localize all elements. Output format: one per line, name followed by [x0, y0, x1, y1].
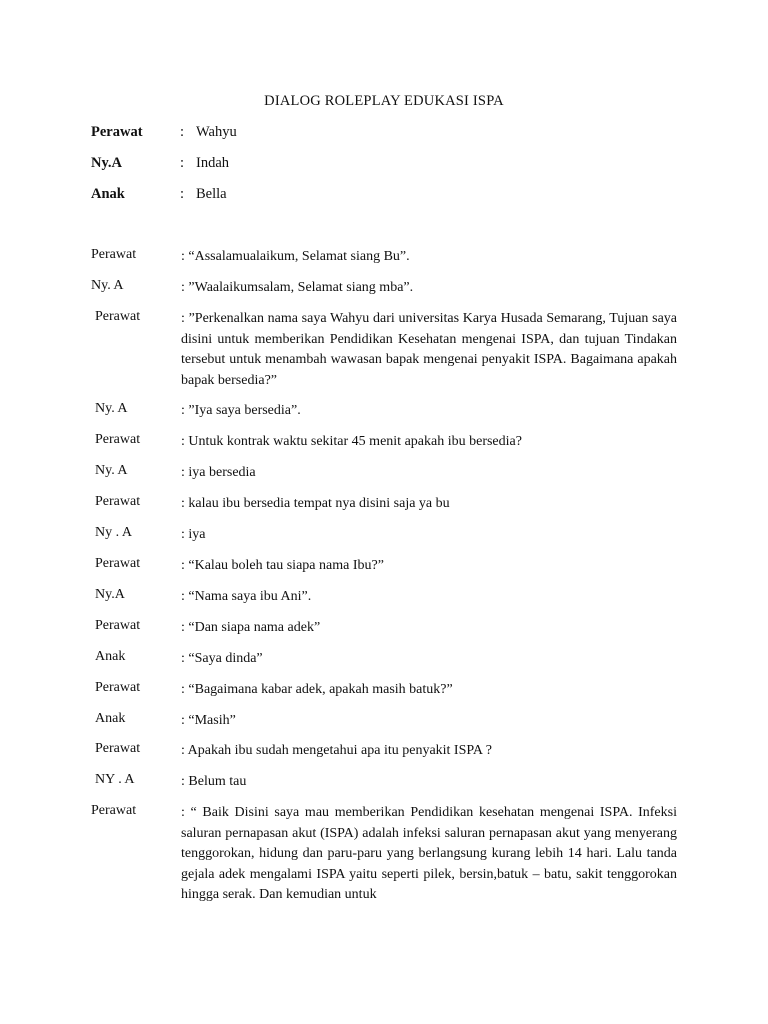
dialog-speaker: Anak — [95, 649, 126, 664]
dialog-text: : iya — [181, 527, 206, 542]
dialog-speaker: Perawat — [95, 432, 141, 447]
dialog-speaker: Ny . A — [95, 525, 132, 540]
cast-role: Perawat — [91, 124, 143, 140]
cast-role: Anak — [91, 186, 125, 202]
cast-role: Ny.A — [91, 155, 123, 171]
dialog-speaker: Perawat — [95, 494, 141, 509]
document-title: DIALOG ROLEPLAY EDUKASI ISPA — [264, 93, 504, 109]
dialog-speaker: Perawat — [95, 309, 141, 324]
dialog-text: : Untuk kontrak waktu sekitar 45 menit apakah ibu bersedia? — [181, 434, 522, 449]
dialog-text: : “Assalamualaikum, Selamat siang Bu”. — [181, 249, 410, 264]
dialog-text: : “Bagaimana kabar adek, apakah masih batuk?” — [181, 682, 453, 697]
dialog-text: : “Kalau boleh tau siapa nama Ibu?” — [181, 558, 384, 573]
dialog-text: : Apakah ibu sudah mengetahui apa itu penyakit ISPA ? — [181, 743, 492, 758]
cast-name: Indah — [196, 155, 230, 171]
dialog-text: : “Masih” — [181, 713, 236, 728]
dialog-speaker: Perawat — [95, 556, 141, 571]
dialog-text: : “Dan siapa nama adek” — [181, 620, 321, 635]
cast-name: Bella — [196, 186, 227, 202]
dialog-text: : ”Perkenalkan nama saya Wahyu dari universitas Karya Husada Semarang, Tujuan saya disini untuk memberikan Pendidikan Kesehatan mengenai ISPA, dan tujuan Tindakan tersebut untuk menambah wawasan bapak mengenai penyakit ISPA. Bagaimana apakah bapak bersedia?” — [181, 311, 677, 388]
dialog-speaker: Perawat — [95, 680, 141, 695]
dialog-text: : ”Waalaikumsalam, Selamat siang mba”. — [181, 280, 414, 295]
cast-colon: : — [180, 124, 185, 140]
dialog-text: : Belum tau — [181, 774, 247, 789]
dialog-speaker: Ny. A — [95, 463, 128, 478]
cast-colon: : — [180, 155, 185, 171]
dialog-speaker: Perawat — [91, 247, 137, 262]
dialog-speaker: Perawat — [91, 803, 137, 818]
dialog-speaker: Anak — [95, 711, 126, 726]
dialog-speaker: Perawat — [95, 618, 141, 633]
dialog-text: : “ Baik Disini saya mau memberikan Pendidikan kesehatan mengenai ISPA. Infeksi saluran pernapasan akut (ISPA) adalah infeksi saluran pernapasan akut yang menyerang tenggorokan, hidung dan paru-paru yang berlangsung kurang lebih 14 hari. Lalu tanda gejala adek mengalami ISPA yaitu seperti pilek, bersin,batuk – batu, sakit tenggorokan hingga serak. Dan kemudian untuk — [181, 805, 677, 902]
dialog-text: : iya bersedia — [181, 465, 256, 480]
dialog-speaker: NY . A — [95, 772, 135, 787]
dialog-text: : ”Iya saya bersedia”. — [181, 403, 301, 418]
dialog-speaker: Ny. A — [91, 278, 124, 293]
dialog-speaker: Perawat — [95, 741, 141, 756]
cast-name: Wahyu — [196, 124, 237, 140]
dialog-text: : kalau ibu bersedia tempat nya disini saja ya bu — [181, 496, 450, 511]
dialog-text: : “Nama saya ibu Ani”. — [181, 589, 312, 604]
dialog-speaker: Ny.A — [95, 587, 125, 602]
dialog-text: : “Saya dinda” — [181, 651, 263, 666]
dialog-speaker: Ny. A — [95, 401, 128, 416]
cast-colon: : — [180, 186, 185, 202]
